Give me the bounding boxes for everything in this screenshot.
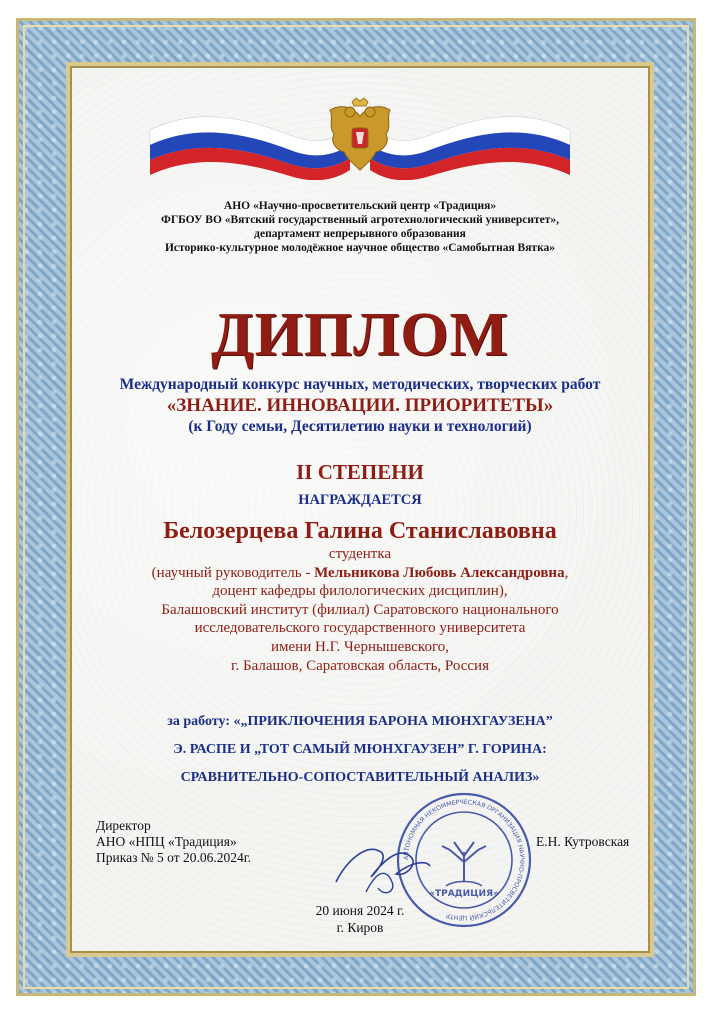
recipient-status: студентка bbox=[328, 546, 392, 562]
recipient-details bbox=[0, 545, 720, 675]
order-reference: Приказ № 5 от 20.06.2024г. bbox=[96, 850, 252, 865]
institution-line: исследовательского государственного университета bbox=[194, 620, 526, 637]
stamp-center-text: «ТРАДИЦИЯ» bbox=[429, 889, 499, 899]
signatory-block bbox=[96, 818, 251, 866]
coat-of-arms-icon bbox=[322, 96, 398, 180]
issue-city: г. Киров bbox=[336, 920, 384, 935]
director-signature bbox=[326, 822, 436, 902]
advisor-position: доцент кафедры филологических дисциплин), bbox=[212, 583, 508, 600]
institution-line: имени Н.Г. Чернышевского, bbox=[271, 638, 449, 655]
organizer-line: Историко-культурное молодёжное научное общество «Самобытная Вятка» bbox=[164, 242, 556, 254]
awarded-label: НАГРАЖДАЕТСЯ bbox=[298, 492, 422, 508]
institution-line: Балашовский институт (филиал) Саратовского национального bbox=[161, 601, 559, 618]
contest-block bbox=[0, 375, 720, 437]
award-degree: II СТЕПЕНИ bbox=[296, 460, 424, 484]
location-line: г. Балашов, Саратовская область, Россия bbox=[231, 657, 489, 674]
diploma-title: ДИПЛОМ bbox=[210, 301, 510, 369]
contest-dedication: (к Году семьи, Десятилетию науки и технологий) bbox=[188, 418, 532, 435]
advisor-suffix: , bbox=[564, 564, 569, 581]
contest-name: «ЗНАНИЕ. ИННОВАЦИИ. ПРИОРИТЕТЫ» bbox=[166, 395, 554, 416]
organizers-block bbox=[0, 199, 720, 255]
recipient-name: Белозерцева Галина Станиславовна bbox=[163, 518, 557, 544]
advisor-prefix: (научный руководитель - bbox=[151, 564, 315, 581]
advisor-name: Мельникова Любовь Александровна bbox=[314, 564, 565, 581]
organizer-line: департамент непрерывного образования bbox=[254, 228, 466, 240]
work-title-line: за работу: «„ПРИКЛЮЧЕНИЯ БАРОНА МЮНХГАУЗЕНА” bbox=[167, 714, 553, 729]
signatory-name: Е.Н. Кутровская bbox=[536, 834, 630, 849]
work-title-line: Э. РАСПЕ И „ТОТ САМЫЙ МЮНХГАУЗЕН” Г. ГОРИНА: bbox=[173, 742, 547, 757]
issue-date-block bbox=[0, 902, 720, 936]
issue-date: 20 июня 2024 г. bbox=[315, 903, 405, 918]
stamp-ring-text: АВТОНОМНАЯ НЕКОММЕРЧЕСКАЯ ОРГАНИЗАЦИЯ НАУЧНО-ПРОСВЕТИТЕЛЬСКИЙ ЦЕНТР bbox=[402, 798, 526, 922]
signatory-position: Директор bbox=[96, 818, 151, 833]
work-title-line: СРАВНИТЕЛЬНО-СОПОСТАВИТЕЛЬНЫЙ АНАЛИЗ» bbox=[180, 770, 540, 785]
signatory-organization: АНО «НПЦ «Традиция» bbox=[96, 834, 237, 849]
organizer-line: ФГБОУ ВО «Вятский государственный агротехнологический университет», bbox=[160, 214, 560, 226]
advisor-line bbox=[0, 564, 720, 583]
work-title-block bbox=[0, 708, 720, 792]
contest-description: Международный конкурс научных, методических, творческих работ bbox=[119, 376, 601, 393]
organizer-line: АНО «Научно-просветительский центр «Традиция» bbox=[223, 200, 497, 212]
